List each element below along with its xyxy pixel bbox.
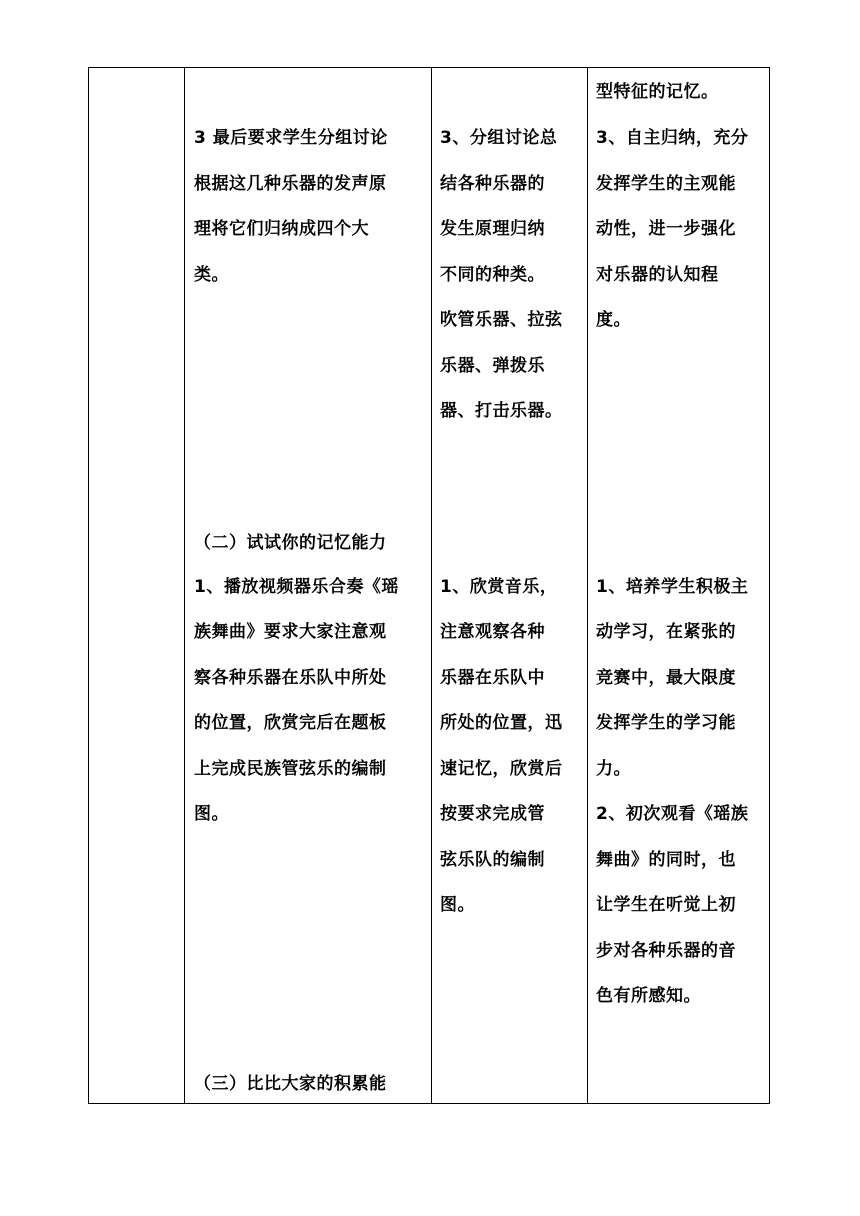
student-activity-line: 结各种乐器的 [440,174,545,194]
design-intent-line: 3、自主归纳，充分 [596,128,749,148]
design-intent-line: 1、培养学生积极主 [596,577,749,597]
teacher-activity-line: 1、播放视频器乐合奏《瑶 [194,577,399,597]
design-intent-line: 发挥学生的学习能 [596,713,736,733]
design-intent-line: 色有所感知。 [596,986,701,1006]
design-intent-line: 舞曲》的同时，也 [596,850,736,870]
design-intent-line: 型特征的记忆。 [596,82,719,102]
design-intent-line: 动学习，在紧张的 [596,622,736,642]
teacher-activity-line: 类。 [194,265,229,285]
column-divider [587,68,588,1103]
student-activity-line: 吹管乐器、拉弦 [440,310,563,330]
student-activity-line: 弦乐队的编制 [440,850,545,870]
student-activity-line: 1、欣赏音乐， [440,577,558,597]
design-intent-line: 让学生在听觉上初 [596,895,736,915]
design-intent-line: 步对各种乐器的音 [596,941,736,961]
design-intent-line: 对乐器的认知程 [596,265,719,285]
teacher-activity-line: 族舞曲》要求大家注意观 [194,622,387,642]
student-activity-line: 所处的位置，迅 [440,713,563,733]
student-activity-line: 发生原理归纳 [440,219,545,239]
design-intent-line: 2、初次观看《瑶族 [596,804,749,824]
teacher-activity-line: 理将它们归纳成四个大 [194,219,369,239]
teacher-activity-line: 的位置，欣赏完后在题板 [194,713,387,733]
design-intent-line: 力。 [596,759,631,779]
lesson-table [88,67,770,1104]
teacher-activity-line: 图。 [194,804,229,824]
student-activity-line: 速记忆，欣赏后 [440,759,563,779]
student-activity-line: 乐器、弹拨乐 [440,356,545,376]
teacher-activity-line: 上完成民族管弦乐的编制 [194,759,387,779]
section-heading: （二）试试你的记忆能力 [194,533,387,553]
teacher-activity-line: 察各种乐器在乐队中所处 [194,668,387,688]
column-divider [431,68,432,1103]
student-activity-line: 按要求完成管 [440,804,545,824]
student-activity-line: 乐器在乐队中 [440,668,545,688]
student-activity-line: 不同的种类。 [440,265,545,285]
teacher-activity-line: 根据这几种乐器的发声原 [194,174,387,194]
column-divider [184,68,185,1103]
design-intent-line: 发挥学生的主观能 [596,174,736,194]
design-intent-line: 动性，进一步强化 [596,219,736,239]
student-activity-line: 图。 [440,895,475,915]
student-activity-line: 3、分组讨论总 [440,128,558,148]
student-activity-line: 器、打击乐器。 [440,401,563,421]
design-intent-line: 度。 [596,310,631,330]
design-intent-line: 竞赛中，最大限度 [596,668,736,688]
section-heading: （三）比比大家的积累能 [194,1074,387,1094]
teacher-activity-line: 3 最后要求学生分组讨论 [194,128,388,148]
student-activity-line: 注意观察各种 [440,622,545,642]
